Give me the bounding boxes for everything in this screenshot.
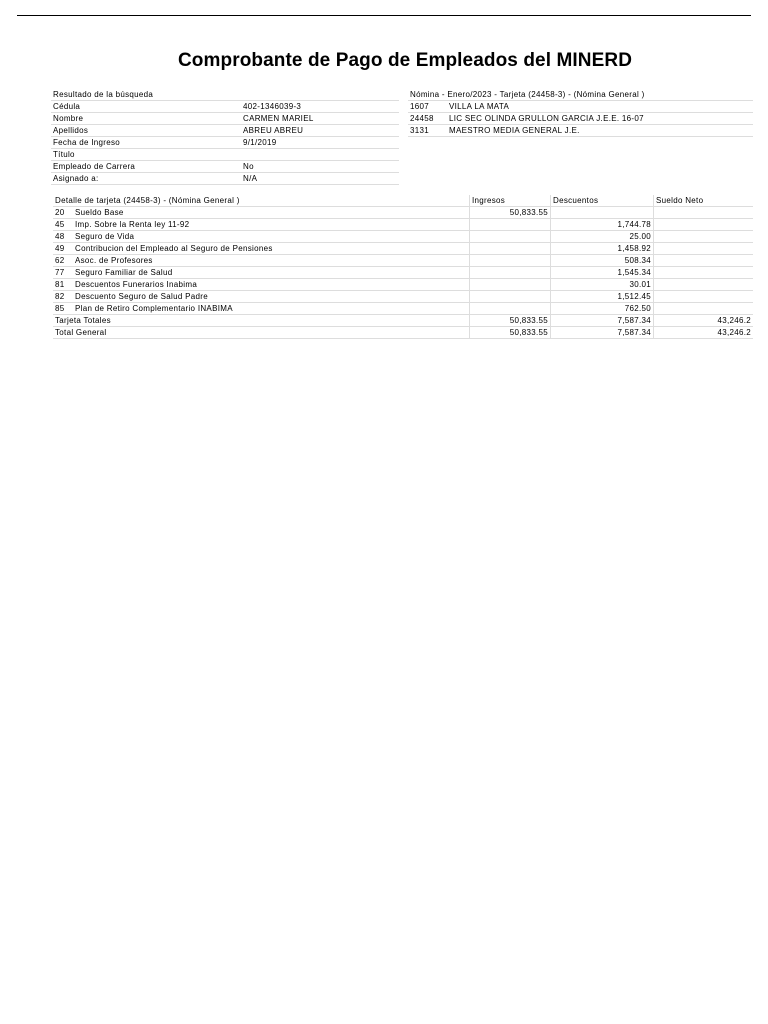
payroll-desc: VILLA LA MATA bbox=[447, 101, 753, 113]
card-detail-table bbox=[53, 195, 753, 339]
table-row bbox=[53, 255, 753, 267]
table-row bbox=[53, 291, 753, 303]
ingresos-cell: 50,833.55 bbox=[470, 207, 551, 219]
descuentos-cell: 762.50 bbox=[551, 303, 654, 315]
payroll-desc: LIC SEC OLINDA GRULLON GARCIA J.E.E. 16-07 bbox=[447, 113, 753, 125]
concept-code: 62 bbox=[53, 255, 73, 267]
table-row bbox=[53, 303, 753, 315]
field-value: ABREU ABREU bbox=[241, 125, 399, 137]
concept-name: Seguro Familiar de Salud bbox=[73, 267, 470, 279]
descuentos-cell: 25.00 bbox=[551, 231, 654, 243]
concept-name: Descuentos Funerarios Inabima bbox=[73, 279, 470, 291]
table-row bbox=[53, 231, 753, 243]
ingresos-cell bbox=[470, 303, 551, 315]
general-totals-label: Total General bbox=[53, 327, 470, 339]
neto-cell bbox=[654, 279, 754, 291]
general-neto: 43,246.2 bbox=[654, 327, 754, 339]
card-totals-row bbox=[53, 315, 753, 327]
general-totals-row bbox=[53, 327, 753, 339]
concept-name: Imp. Sobre la Renta ley 11-92 bbox=[73, 219, 470, 231]
concept-code: 48 bbox=[53, 231, 73, 243]
neto-cell bbox=[654, 291, 754, 303]
field-label: Cédula bbox=[51, 101, 241, 113]
field-label: Empleado de Carrera bbox=[51, 161, 241, 173]
ingresos-cell bbox=[470, 255, 551, 267]
general-descuentos: 7,587.34 bbox=[551, 327, 654, 339]
top-rule bbox=[17, 15, 751, 16]
table-row bbox=[51, 113, 399, 125]
table-row bbox=[53, 243, 753, 255]
table-row bbox=[408, 89, 753, 101]
neto-cell bbox=[654, 303, 754, 315]
ingresos-cell bbox=[470, 243, 551, 255]
general-ingresos: 50,833.55 bbox=[470, 327, 551, 339]
table-row bbox=[53, 219, 753, 231]
field-label: Asignado a: bbox=[51, 173, 241, 185]
descuentos-cell: 508.34 bbox=[551, 255, 654, 267]
totals-ingresos: 50,833.55 bbox=[470, 315, 551, 327]
table-row bbox=[53, 207, 753, 219]
ingresos-cell bbox=[470, 231, 551, 243]
concept-name: Plan de Retiro Complementario INABIMA bbox=[73, 303, 470, 315]
page-title: Comprobante de Pago de Empleados del MINERD bbox=[177, 50, 633, 71]
field-value: N/A bbox=[241, 173, 399, 185]
table-row bbox=[408, 113, 753, 125]
field-value: No bbox=[241, 161, 399, 173]
field-label: Fecha de Ingreso bbox=[51, 137, 241, 149]
col-header-descuentos: Descuentos bbox=[551, 195, 654, 207]
concept-code: 85 bbox=[53, 303, 73, 315]
payroll-code: 1607 bbox=[408, 101, 447, 113]
neto-cell bbox=[654, 207, 754, 219]
payroll-code: 3131 bbox=[408, 125, 447, 137]
field-value: CARMEN MARIEL bbox=[241, 113, 399, 125]
ingresos-cell bbox=[470, 219, 551, 231]
table-row bbox=[51, 173, 399, 185]
neto-cell bbox=[654, 231, 754, 243]
concept-code: 81 bbox=[53, 279, 73, 291]
concept-code: 49 bbox=[53, 243, 73, 255]
concept-name: Asoc. de Profesores bbox=[73, 255, 470, 267]
concept-name: Descuento Seguro de Salud Padre bbox=[73, 291, 470, 303]
table-row bbox=[53, 279, 753, 291]
table-row bbox=[53, 267, 753, 279]
table-row bbox=[51, 125, 399, 137]
field-value: 402-1346039-3 bbox=[241, 101, 399, 113]
concept-code: 20 bbox=[53, 207, 73, 219]
table-header-row bbox=[53, 195, 753, 207]
field-label: Apellidos bbox=[51, 125, 241, 137]
concept-code: 77 bbox=[53, 267, 73, 279]
table-row bbox=[51, 137, 399, 149]
neto-cell bbox=[654, 243, 754, 255]
totals-neto: 43,246.2 bbox=[654, 315, 754, 327]
payroll-header: Nómina - Enero/2023 - Tarjeta (24458-3) - (Nómina General ) bbox=[408, 89, 753, 101]
payroll-code: 24458 bbox=[408, 113, 447, 125]
concept-name: Contribucion del Empleado al Seguro de Pensiones bbox=[73, 243, 470, 255]
descuentos-cell: 1,512.45 bbox=[551, 291, 654, 303]
descuentos-cell: 1,744.78 bbox=[551, 219, 654, 231]
neto-cell bbox=[654, 255, 754, 267]
card-totals-label: Tarjeta Totales bbox=[53, 315, 470, 327]
table-row bbox=[51, 101, 399, 113]
employee-info-table bbox=[51, 89, 399, 185]
ingresos-cell bbox=[470, 291, 551, 303]
neto-cell bbox=[654, 267, 754, 279]
table-row bbox=[408, 101, 753, 113]
table-row bbox=[408, 125, 753, 137]
ingresos-cell bbox=[470, 267, 551, 279]
concept-name: Seguro de Vida bbox=[73, 231, 470, 243]
field-label: Nombre bbox=[51, 113, 241, 125]
table-row bbox=[51, 89, 399, 101]
detail-header: Detalle de tarjeta (24458-3) - (Nómina General ) bbox=[53, 195, 470, 207]
descuentos-cell: 1,545.34 bbox=[551, 267, 654, 279]
neto-cell bbox=[654, 219, 754, 231]
concept-code: 45 bbox=[53, 219, 73, 231]
field-label: Título bbox=[51, 149, 241, 161]
descuentos-cell bbox=[551, 207, 654, 219]
descuentos-cell: 1,458.92 bbox=[551, 243, 654, 255]
ingresos-cell bbox=[470, 279, 551, 291]
field-value: 9/1/2019 bbox=[241, 137, 399, 149]
search-result-header: Resultado de la búsqueda bbox=[51, 89, 399, 101]
table-row bbox=[51, 161, 399, 173]
totals-descuentos: 7,587.34 bbox=[551, 315, 654, 327]
field-value bbox=[241, 149, 399, 161]
descuentos-cell: 30.01 bbox=[551, 279, 654, 291]
col-header-ingresos: Ingresos bbox=[470, 195, 551, 207]
col-header-neto: Sueldo Neto bbox=[654, 195, 754, 207]
table-row bbox=[51, 149, 399, 161]
concept-code: 82 bbox=[53, 291, 73, 303]
payroll-info-table bbox=[408, 89, 753, 137]
concept-name: Sueldo Base bbox=[73, 207, 470, 219]
payroll-desc: MAESTRO MEDIA GENERAL J.E. bbox=[447, 125, 753, 137]
